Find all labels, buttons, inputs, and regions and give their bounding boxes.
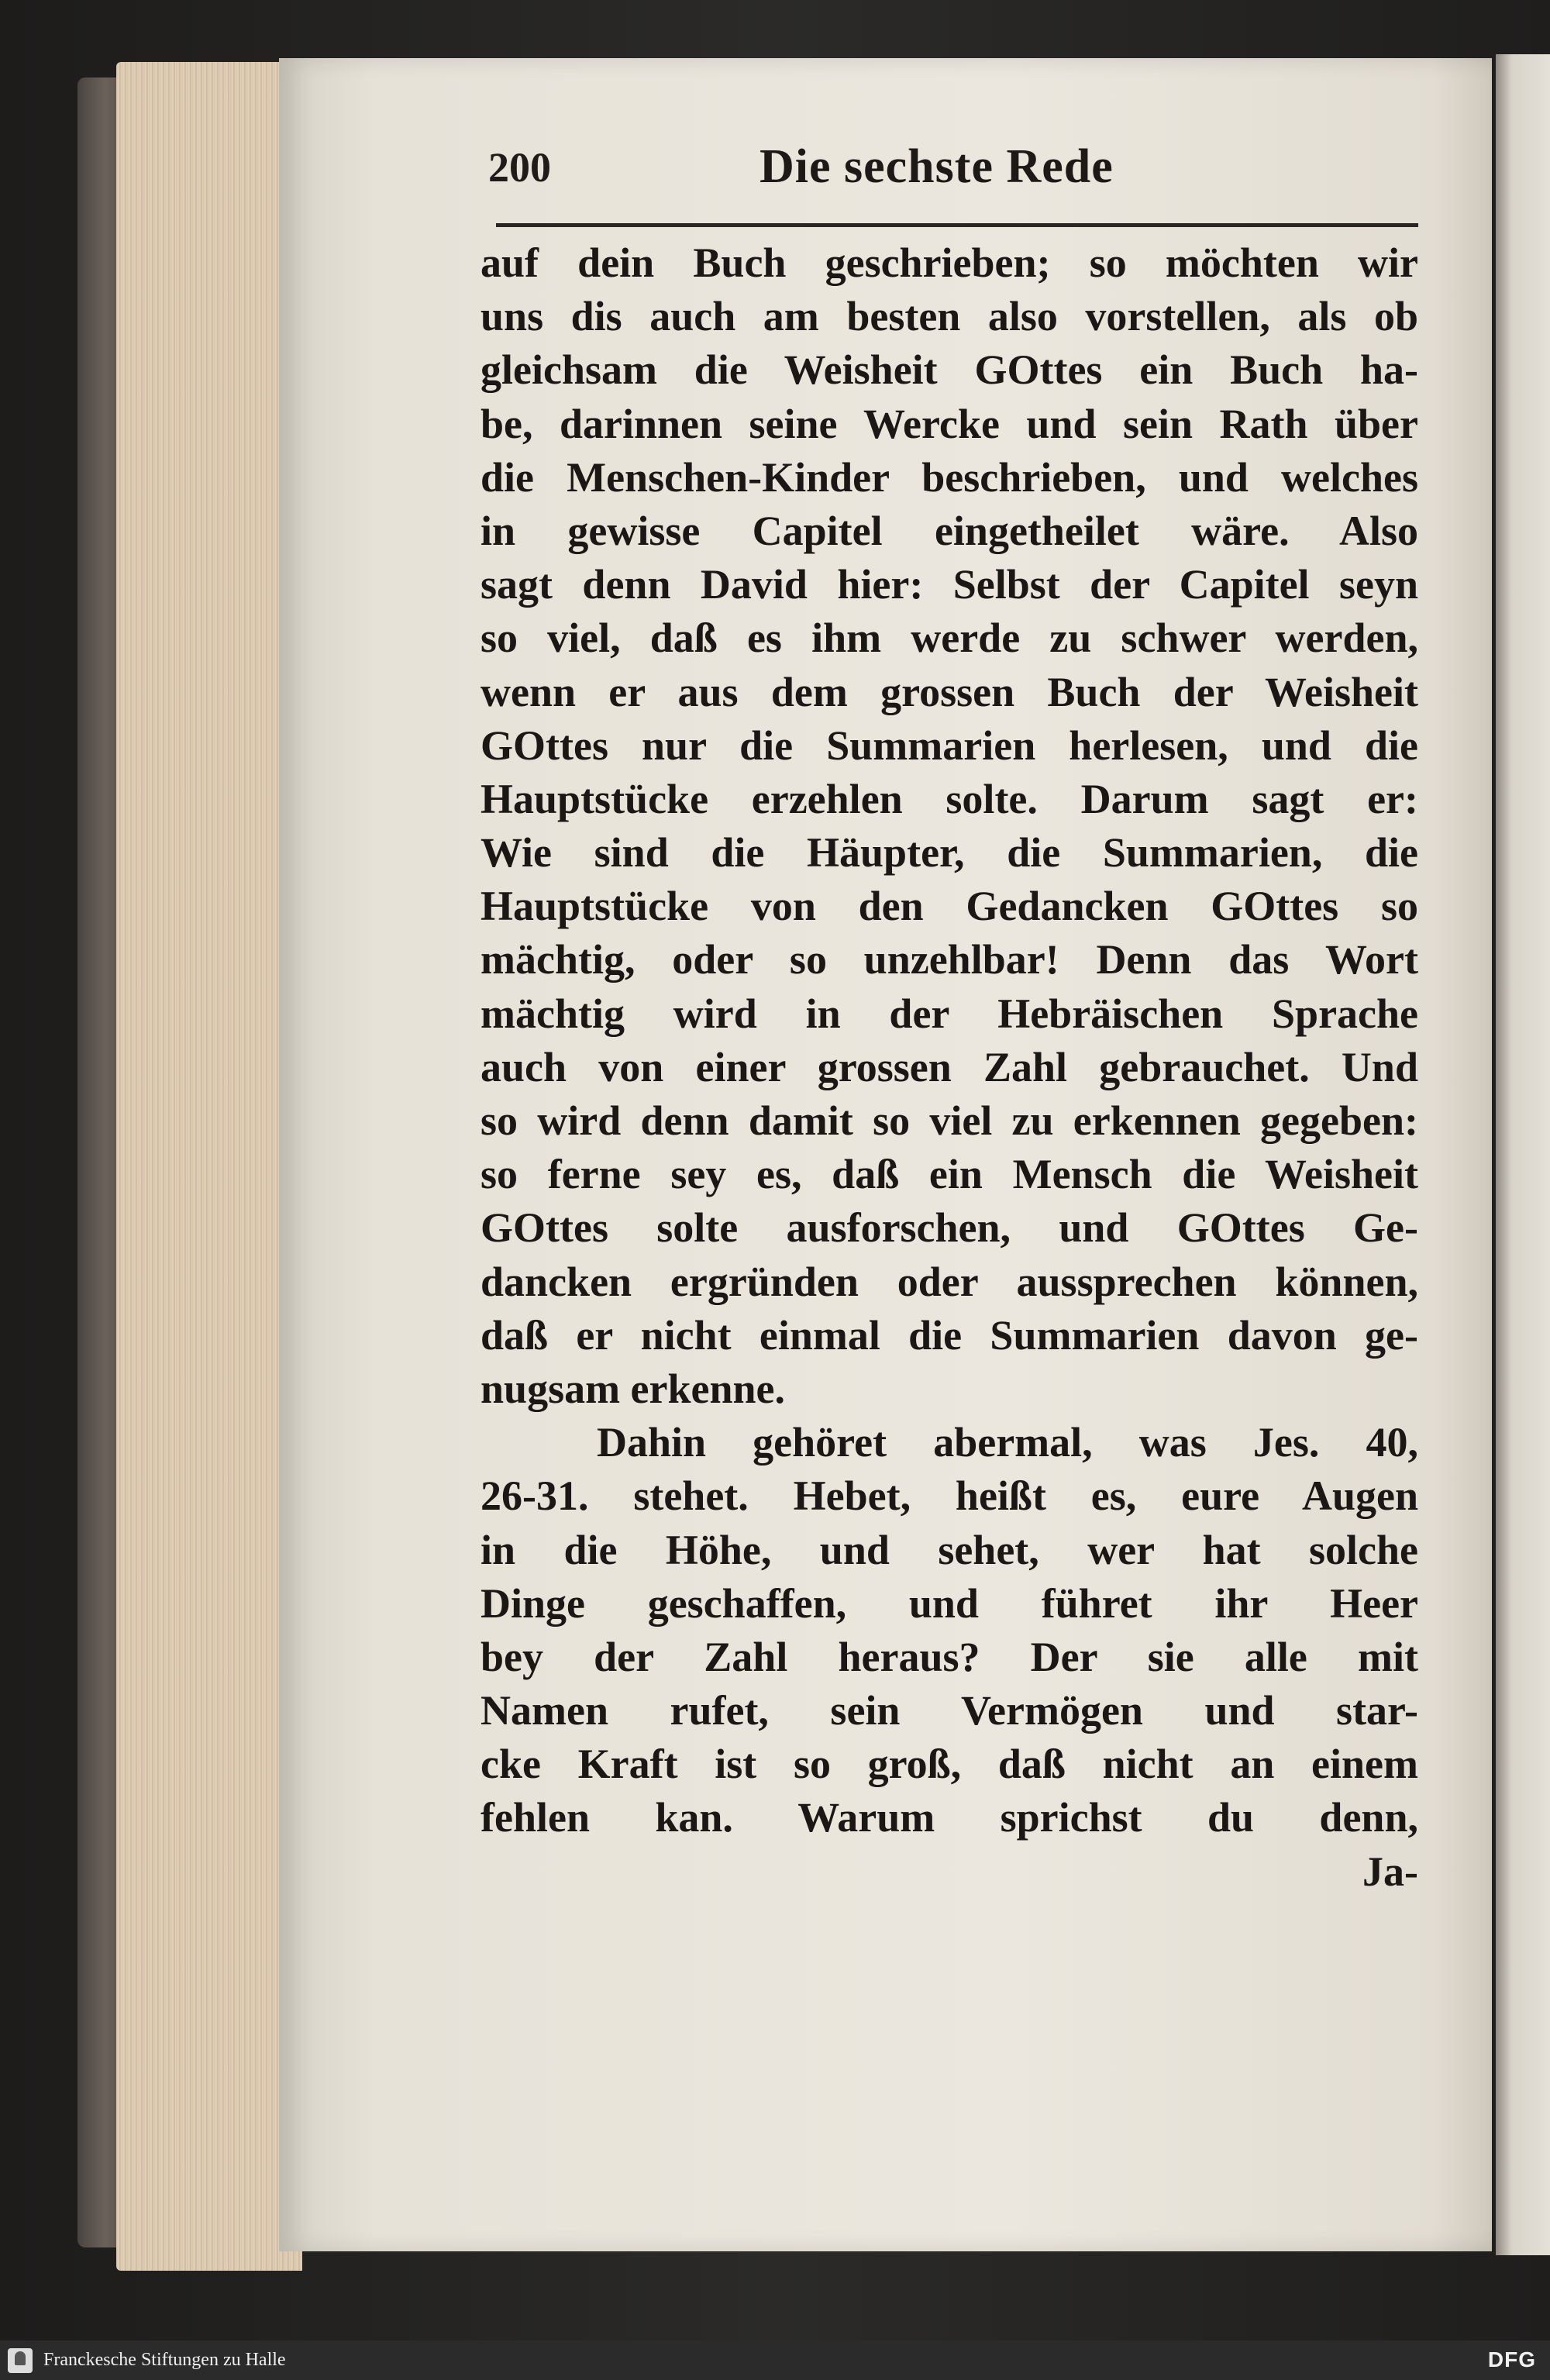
text-line: Wie sind die Häupter, die Summarien, die xyxy=(480,829,1418,877)
viewer-footer xyxy=(0,2340,1550,2380)
running-head: Die sechste Rede xyxy=(760,140,1114,193)
paragraph-start-line: Dahin gehöret abermal, was Jes. 40, xyxy=(597,1419,1418,1466)
text-line: uns dis auch am besten also vorstellen, als ob xyxy=(480,293,1418,340)
text-line: in die Höhe, und sehet, wer hat solche xyxy=(480,1526,1418,1573)
text-line: gleichsam die Weisheit GOttes ein Buch ha- xyxy=(480,346,1418,394)
header-rule xyxy=(496,223,1418,227)
text-line: so wird denn damit so viel zu erkennen gegeben: xyxy=(480,1097,1418,1144)
text-line: so viel, daß es ihm werde zu schwer werden, xyxy=(480,615,1418,662)
text-line: wenn er aus dem grossen Buch der Weisheit xyxy=(480,668,1418,715)
text-line: dancken ergründen oder aussprechen können, xyxy=(480,1258,1418,1305)
text-line: GOttes solte ausforschen, und GOttes Ge- xyxy=(480,1204,1418,1252)
text-line: so ferne sey es, daß ein Mensch die Weisheit xyxy=(480,1151,1418,1198)
text-line: 26-31. stehet. Hebet, heißt es, eure Augen xyxy=(480,1472,1418,1520)
dfg-logo: DFG xyxy=(1487,2347,1536,2371)
text-line: nugsam erkenne. xyxy=(480,1365,786,1412)
catchword: Ja- xyxy=(1362,1848,1418,1895)
institution-name: Franckesche Stiftungen zu Halle xyxy=(43,2350,286,2370)
text-line: daß er nicht einmal die Summarien davon ge- xyxy=(480,1311,1418,1359)
page-edges xyxy=(116,62,302,2271)
text-line: mächtig wird in der Hebräischen Sprache xyxy=(480,990,1418,1037)
text-line: auch von einer grossen Zahl gebrauchet. Und xyxy=(480,1043,1418,1090)
text-line: Namen rufet, sein Vermögen und star- xyxy=(480,1687,1418,1734)
page-number: 200 xyxy=(488,144,551,191)
text-line: die Menschen-Kinder beschrieben, und welches xyxy=(480,453,1418,501)
text-line: sagt denn David hier: Selbst der Capitel seyn xyxy=(480,561,1418,608)
institution-logo-icon xyxy=(8,2348,33,2373)
text-line: fehlen kan. Warum sprichst du denn, xyxy=(480,1794,1418,1841)
text-line: Hauptstücke erzehlen solte. Darum sagt er: xyxy=(480,775,1418,822)
text-line: Hauptstücke von den Gedancken GOttes so xyxy=(480,883,1418,930)
facing-page-edge xyxy=(1496,54,1550,2255)
text-line: be, darinnen seine Wercke und sein Rath über xyxy=(480,400,1418,447)
body-text xyxy=(480,236,1418,1899)
text-line: cke Kraft ist so groß, daß nicht an einem xyxy=(480,1741,1418,1788)
text-line: mächtig, oder so unzehlbar! Denn das Wort xyxy=(480,936,1418,983)
text-line: bey der Zahl heraus? Der sie alle mit xyxy=(480,1633,1418,1680)
text-line: in gewisse Capitel eingetheilet wäre. Also xyxy=(480,507,1418,554)
text-line: GOttes nur die Summarien herlesen, und die xyxy=(480,722,1418,769)
text-line: auf dein Buch geschrieben; so möchten wir xyxy=(480,239,1418,286)
text-line: Dinge geschaffen, und führet ihr Heer xyxy=(480,1579,1418,1627)
